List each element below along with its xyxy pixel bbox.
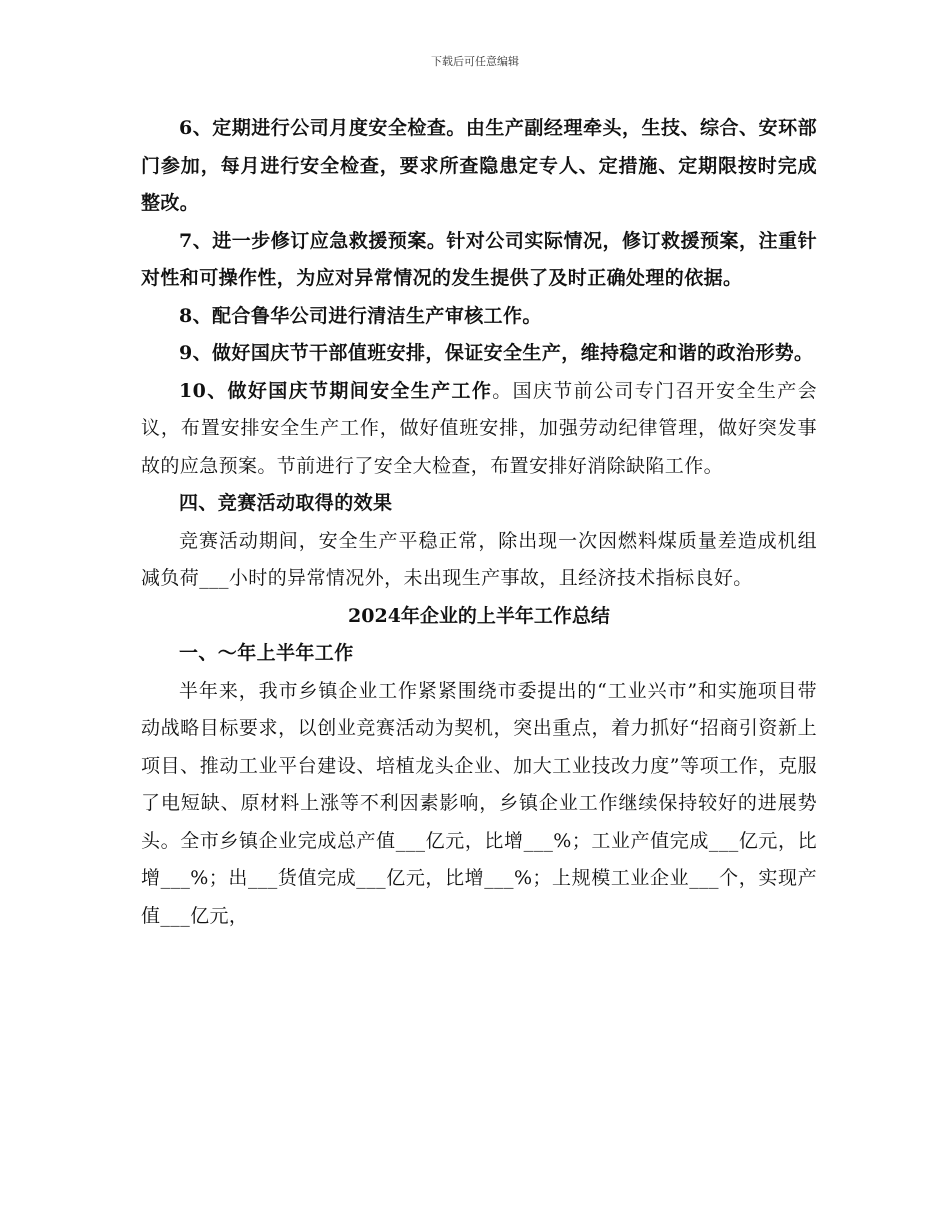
item-10 [141, 373, 817, 486]
item-10-body: 。国庆节前公司专门召开安全生产会议，布置安排安全生产工作，做好值班安排，加强劳动纪律管理，做好突发事故的应急预案。节前进行了安全大检查，布置安排好消除缺陷工作。 [141, 379, 817, 477]
page-header: 下载后可任意编辑 [431, 55, 519, 68]
item-9: 9、做好国庆节干部值班安排，保证安全生产，维持稳定和谐的政治形势。 [179, 342, 814, 364]
item-10-lead: 10、做好国庆节期间安全生产工作 [179, 379, 493, 402]
item-6: 6、定期进行公司月度安全检查。由生产副经理牵头，生技、综合、安环部门参加，每月进行安全检查，要求所查隐患定专人、定措施、定期限按时完成整改。 [141, 117, 817, 214]
section-4-heading: 四、竞赛活动取得的效果 [179, 492, 393, 514]
document-title: 2024年企业的上半年工作总结 [348, 604, 610, 627]
document-body [141, 110, 817, 935]
item-7: 7、进一步修订应急救援预案。针对公司实际情况，修订救援预案，注重针对性和可操作性，为应对异常情况的发生提供了及时正确处理的依据。 [141, 229, 817, 289]
item-8: 8、配合鲁华公司进行清洁生产审核工作。 [179, 304, 542, 327]
section-1-heading: 一、～年上半年工作 [179, 642, 354, 664]
section-1-body: 半年来，我市乡镇企业工作紧紧围绕市委提出的“工业兴市”和实施项目带动战略目标要求，以创业竞赛活动为契机，突出重点，着力抓好“招商引资新上项目、推动工业平台建设、培植龙头企业、加大工业技改力度”等项工作，克服了电短缺、原材料上涨等不利因素影响，乡镇企业工作继续保持较好的进展势头。全市乡镇企业完成总产值___亿元，比增___%；工业产值完成___亿元，比增___%；出___货值完成___亿元，比增___%；上规模工业企业___个，实现产值___亿元， [141, 679, 817, 927]
section-4-body: 竞赛活动期间，安全生产平稳正常，除出现一次因燃料煤质量差造成机组减负荷___小时的异常情况外，未出现生产事故，且经济技术指标良好。 [141, 529, 817, 589]
